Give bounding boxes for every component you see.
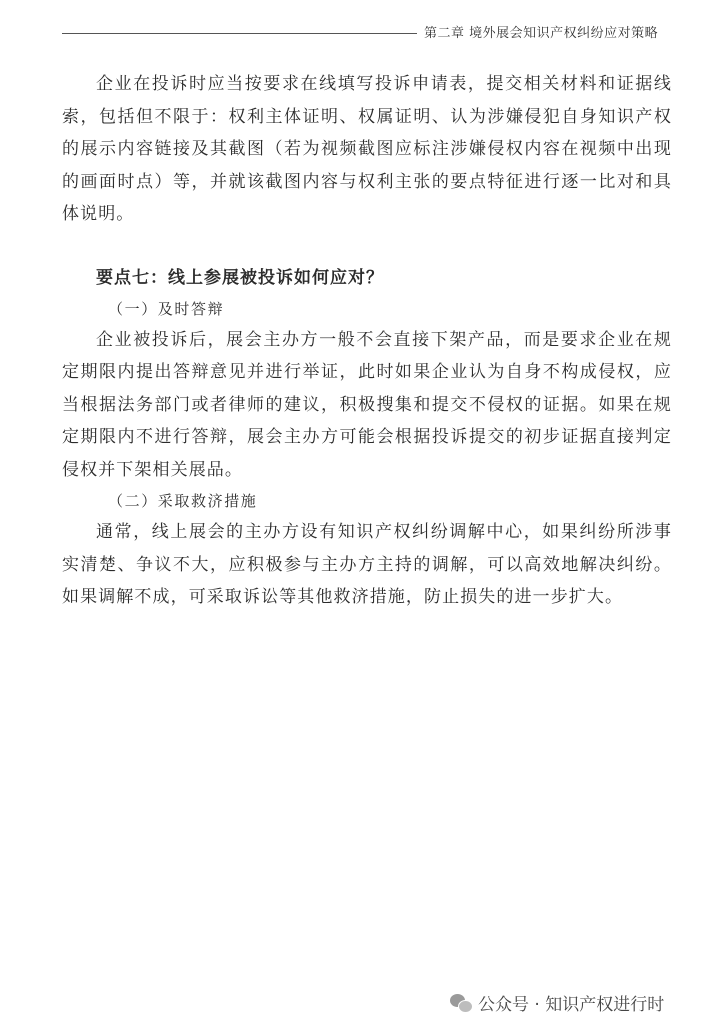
wechat-icon: [450, 992, 472, 1014]
paragraph-timely-defense: 企业被投诉后，展会主办方一般不会直接下架产品，而是要求企业在规定期限内提出答辩意见并进行举证，此时如果企业认为自身不构成侵权，应当根据法务部门或者律师的建议，积极搜集和提交不侵权的证据。如果在规定期限内不进行答辩，展会主办方可能会根据投诉提交的初步证据直接判定侵权并下架相关展品。: [62, 329, 672, 480]
watermark-text: 公众号 · 知识产权进行时: [478, 995, 665, 1015]
section-heading-point-seven: 要点七：线上参展被投诉如何应对？: [96, 267, 384, 288]
watermark: [450, 990, 664, 1015]
header-rule: [62, 33, 417, 34]
paragraph-remedy-measures: 通常，线上展会的主办方设有知识产权纠纷调解中心，如果纠纷所涉事实清楚、争议不大，应积极参与主办方主持的调解，可以高效地解决纠纷。如果调解不成，可采取诉讼等其他救济措施，防止损失的进一步扩大。: [62, 522, 672, 607]
subheading-remedy-measures: （二）采取救济措施: [108, 492, 258, 510]
subheading-timely-defense: （一）及时答辩: [108, 299, 225, 318]
page-content: [62, 68, 672, 614]
paragraph-complaint-materials: 企业在投诉时应当按要求在线填写投诉申请表，提交相关材料和证据线索，包括但不限于：权利主体证明、权属证明、认为涉嫌侵犯自身知识产权的展示内容链接及其截图（若为视频截图应标注涉嫌侵权内容在视频中出现的画面时点）等，并就该截图内容与权利主张的要点特征进行逐一比对和具体说明。: [62, 74, 672, 224]
running-header-title: 第二章 境外展会知识产权纠纷应对策略: [424, 26, 659, 41]
